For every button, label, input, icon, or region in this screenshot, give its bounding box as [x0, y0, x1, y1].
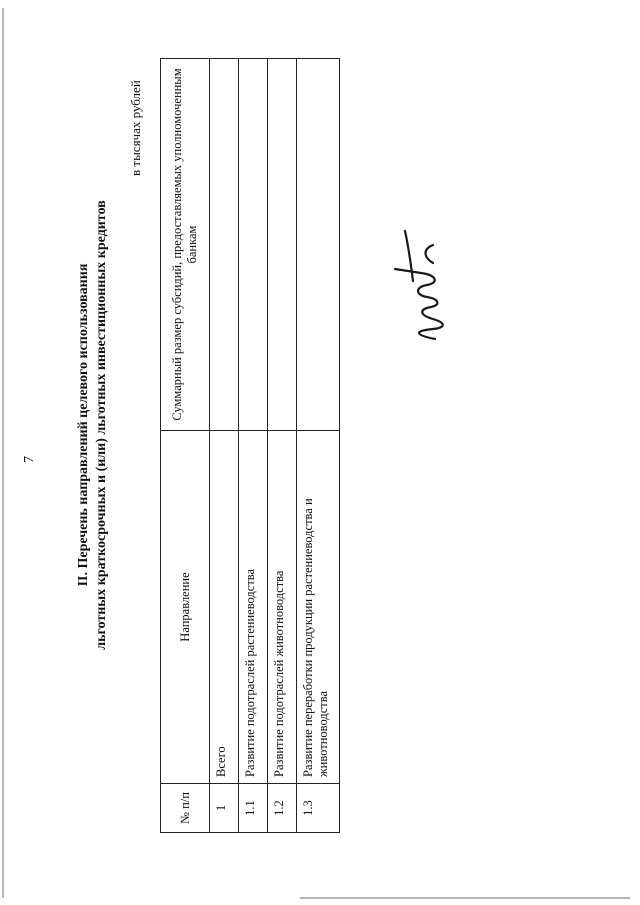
table-row	[268, 59, 297, 833]
table-row	[210, 59, 239, 833]
table-row	[297, 59, 340, 833]
table-header-row	[161, 59, 210, 833]
row-num: 1.2	[268, 784, 297, 833]
row-direction: Развитие переработки продукции растениеводства и животноводства	[297, 431, 340, 784]
row-direction: Развитие подотраслей животноводства	[268, 431, 297, 784]
row-direction: Развитие подотраслей растениеводства	[239, 431, 268, 784]
row-amount	[297, 59, 340, 431]
handwritten-signature-icon	[375, 225, 465, 345]
row-direction: Всего	[210, 431, 239, 784]
page-number: 7	[22, 456, 37, 463]
header-num: № п/п	[161, 784, 210, 833]
row-amount	[239, 59, 268, 431]
section-title	[75, 125, 111, 725]
row-num: 1.3	[297, 784, 340, 833]
header-direction: Направление	[161, 431, 210, 784]
row-num: 1	[210, 784, 239, 833]
header-amount: Суммарный размер субсидий, предоставляемых уполномоченным банкам	[161, 59, 210, 431]
directions-table	[160, 58, 340, 833]
table-row	[239, 59, 268, 833]
row-amount	[268, 59, 297, 431]
section-title-line-2: льготных краткосрочных и (или) льготных инвестиционных кредитов	[94, 200, 109, 650]
units-note: в тысячах рублей	[128, 80, 143, 176]
row-num: 1.1	[239, 784, 268, 833]
section-title-line-1: II. Перечень направлений целевого использования	[76, 263, 91, 587]
row-amount	[210, 59, 239, 431]
